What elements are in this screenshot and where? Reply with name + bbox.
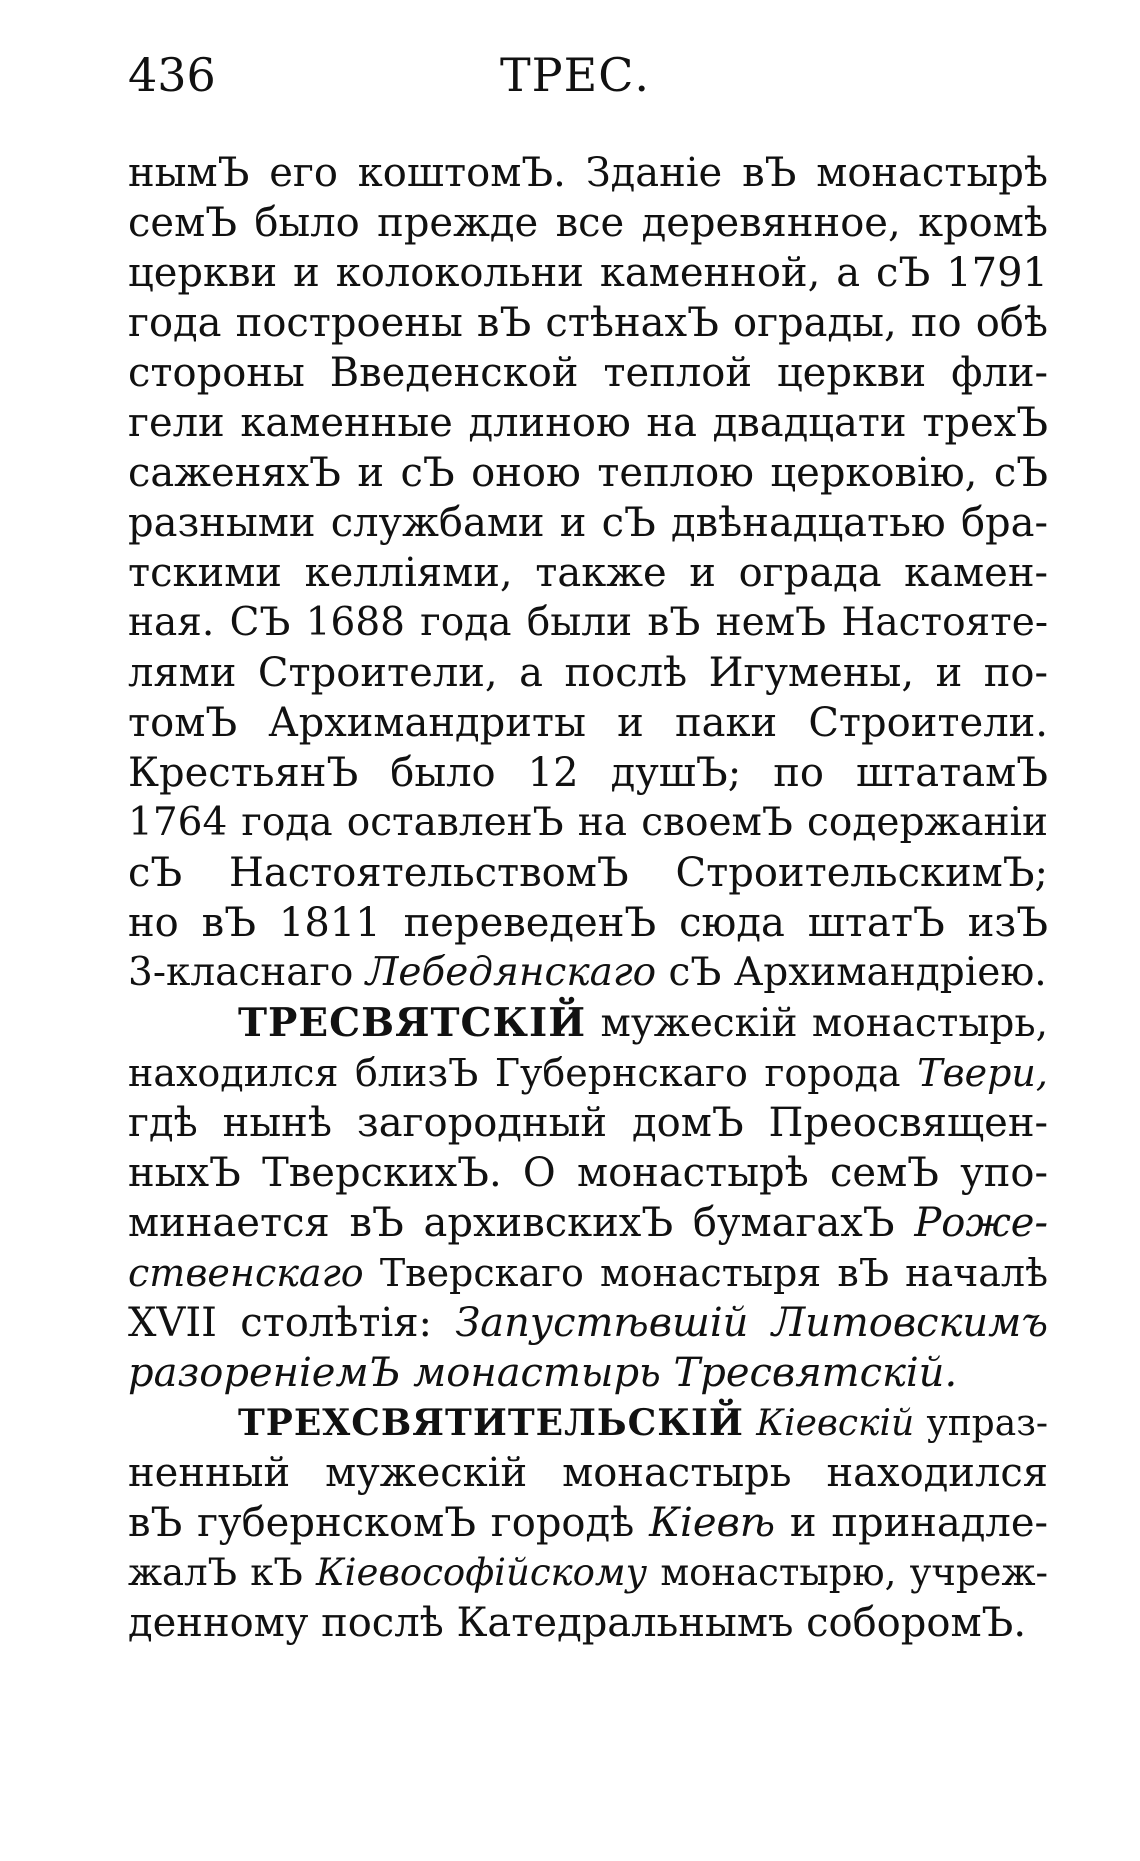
text-segment: 3-класнаго	[128, 950, 366, 995]
text-segment: и принадле-	[775, 1500, 1049, 1546]
italic-text: Лебедянскаго	[365, 950, 657, 995]
italic-text: Кіевскій	[756, 1403, 915, 1444]
text-segment: лями Строители, а послѣ Игумены, и по-	[128, 650, 1048, 696]
text-segment: томЪ Архимандриты и паки Строители.	[128, 700, 1048, 746]
text-segment: гели каменные длиною на двадцати трехЪ	[128, 400, 1048, 446]
text-line	[128, 748, 1048, 798]
text-segment: но вЪ 1811 переведенЪ сюда штатЪ изЪ	[128, 900, 1048, 946]
text-segment: семЪ было прежде все деревянное, кромѣ	[128, 200, 1048, 246]
text-line	[128, 448, 1048, 498]
body-text	[128, 148, 1048, 1648]
text-line	[128, 648, 1048, 698]
text-line	[128, 1348, 1048, 1398]
text-segment: сЪ НастоятельствомЪ СтроительскимЪ;	[128, 850, 1048, 896]
text-line	[128, 598, 1048, 648]
text-line	[128, 1548, 1048, 1598]
text-segment: тскими келліями, также и ограда камен-	[128, 550, 1048, 596]
text-segment: стороны Введенской теплой церкви фли-	[128, 350, 1048, 396]
text-line	[128, 1048, 1048, 1098]
text-line	[128, 948, 1048, 998]
italic-text: ственскаго	[128, 1251, 364, 1295]
text-segment: ненный мужескій монастырь находился	[128, 1450, 1048, 1496]
text-segment: гдѣ нынѣ загородный домЪ Преосвящен-	[128, 1100, 1048, 1146]
page-number: 436	[128, 48, 216, 102]
text-line	[128, 348, 1048, 398]
entry-heading: ТРЕХСВЯТИТЕЛЬСКІЙ	[238, 1402, 744, 1444]
italic-text: разореніемЪ монастырь Тресвятскій.	[128, 1350, 958, 1396]
italic-text: Роже-	[914, 1200, 1048, 1246]
text-segment: 1764 года оставленЪ на своемЪ содержаніи	[128, 800, 1048, 845]
text-segment: церкви и колокольни каменной, а сЪ 1791	[128, 250, 1048, 296]
text-line	[128, 798, 1048, 848]
text-segment: сЪ Архимандріею.	[656, 950, 1047, 995]
page-header	[0, 38, 1140, 108]
text-line	[128, 298, 1048, 348]
text-line	[128, 1298, 1048, 1348]
text-segment: жалЪ кЪ	[128, 1551, 317, 1594]
text-segment: упраз-	[914, 1403, 1048, 1444]
italic-text: Запустѣвшій Литовскимъ	[455, 1300, 1049, 1346]
text-line	[128, 498, 1048, 548]
text-line	[128, 1398, 1048, 1448]
text-line	[128, 1598, 1048, 1648]
text-segment: КрестьянЪ было 12 душЪ; по штатамЪ	[128, 750, 1048, 796]
text-line	[128, 548, 1048, 598]
text-line	[128, 248, 1048, 298]
text-segment: Тверскаго монастыря вЪ началѣ	[363, 1251, 1048, 1295]
italic-text: Кіевѣ	[649, 1500, 776, 1546]
text-segment: ныхЪ ТверскихЪ. О монастырѣ семЪ упо-	[128, 1150, 1048, 1196]
text-segment	[744, 1403, 756, 1444]
text-line	[128, 1198, 1048, 1248]
text-line	[128, 898, 1048, 948]
text-segment: мужескій монастырь,	[586, 1001, 1048, 1046]
text-segment: года построены вЪ стѣнахЪ ограды, по обѣ	[128, 300, 1048, 346]
text-segment: разными службами и сЪ двѣнадцатью бра-	[128, 500, 1048, 546]
entry-heading: ТРЕСВЯТСКІЙ	[238, 1000, 587, 1046]
text-line	[128, 1448, 1048, 1498]
text-segment: вЪ губернскомЪ городѣ	[128, 1500, 650, 1546]
text-line	[128, 698, 1048, 748]
text-line	[128, 198, 1048, 248]
text-segment: минается вЪ архивскихЪ бумагахЪ	[128, 1200, 915, 1246]
text-segment: ная. СЪ 1688 года были вЪ немЪ Настояте-	[128, 600, 1048, 645]
text-segment: нымЪ его коштомЪ. Зданіе вЪ монастырѣ	[128, 150, 1048, 196]
text-line	[128, 1498, 1048, 1548]
text-segment: денному послѣ Катедральнымъ соборомЪ.	[128, 1600, 1027, 1646]
text-line	[128, 848, 1048, 898]
text-segment: монастырю, учреж-	[647, 1551, 1048, 1594]
text-line	[128, 1248, 1048, 1298]
italic-text: Кіевософійскому	[316, 1551, 648, 1594]
text-segment: XVII столѣтія:	[128, 1300, 456, 1346]
text-line	[128, 998, 1048, 1048]
running-title: ТРЕС.	[500, 48, 651, 102]
text-line	[128, 398, 1048, 448]
text-segment: саженяхЪ и сЪ оною теплою церковію, сЪ	[128, 450, 1048, 496]
text-line	[128, 148, 1048, 198]
italic-text: Твери,	[917, 1051, 1048, 1095]
text-line	[128, 1098, 1048, 1148]
text-segment: находился близЪ Губернскаго города	[128, 1051, 918, 1095]
text-line	[128, 1148, 1048, 1198]
